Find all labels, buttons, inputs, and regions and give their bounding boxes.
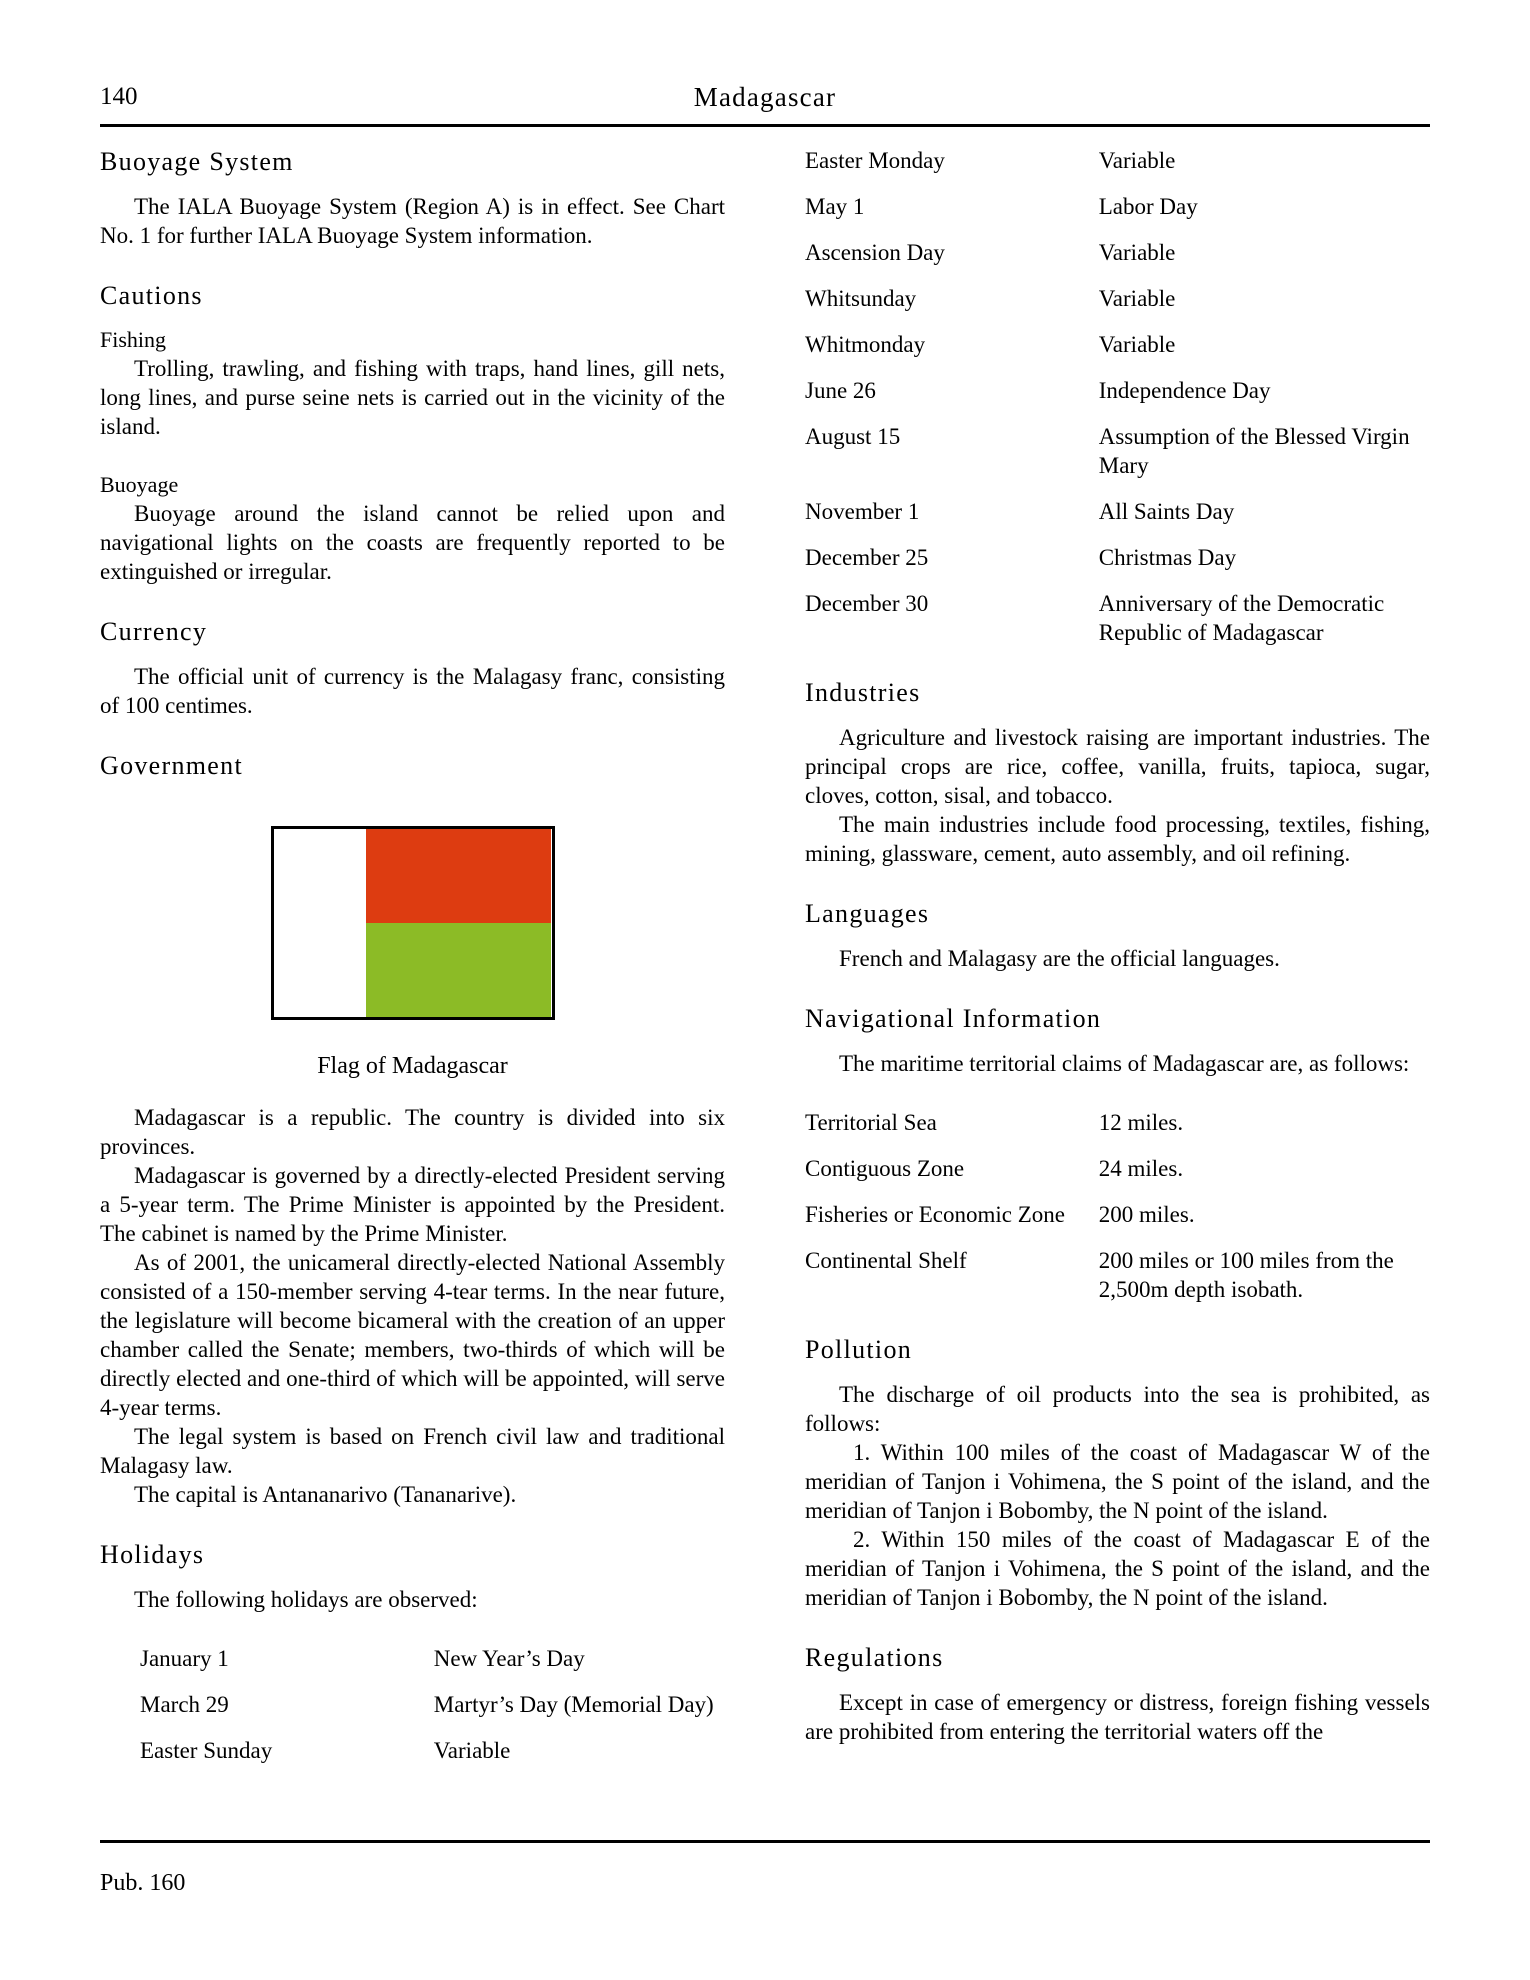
table-row bbox=[805, 543, 1430, 589]
holiday-name: Variable bbox=[1098, 286, 1176, 311]
spacer bbox=[805, 1078, 1430, 1108]
spacer bbox=[100, 1614, 725, 1644]
paragraph-pollution-item-2: 2. Within 150 miles of the coast of Madagascar E of the meridian of Tanjon i Vohimena, the S point of the island, and the meridian of Tanjon i Bobomby, the N point of the island. bbox=[805, 1527, 1430, 1610]
spacer bbox=[100, 441, 725, 471]
holiday-date: Easter Monday bbox=[805, 148, 945, 173]
section-heading-industries: Industries bbox=[805, 678, 921, 707]
holiday-date: August 15 bbox=[805, 424, 901, 449]
paragraph-languages: French and Malagasy are the official languages. bbox=[839, 946, 1280, 971]
subheading-fishing: Fishing bbox=[100, 327, 167, 352]
holiday-name: Variable bbox=[1098, 240, 1176, 265]
publication-number: Pub. 160 bbox=[100, 1870, 186, 1896]
holiday-name: Variable bbox=[1098, 332, 1176, 357]
holiday-name: Independence Day bbox=[1098, 378, 1271, 403]
running-head bbox=[100, 82, 1430, 116]
flag-band-green bbox=[366, 923, 551, 1017]
paragraph-pollution-intro: The discharge of oil products into the sea is prohibited, as follows: bbox=[805, 1382, 1430, 1436]
section-heading-pollution: Pollution bbox=[805, 1335, 913, 1364]
claim-value: 12 miles. bbox=[1098, 1110, 1184, 1135]
territorial-claims-table bbox=[805, 1108, 1430, 1304]
section-heading-holidays: Holidays bbox=[100, 1540, 205, 1569]
holiday-name: New Year’s Day bbox=[433, 1646, 585, 1671]
table-row bbox=[140, 1690, 765, 1736]
claim-value: 24 miles. bbox=[1098, 1156, 1184, 1181]
paragraph-fishing: Trolling, trawling, and fishing with traps, hand lines, gill nets, long lines, and purse seine nets is carried out in the vicinity of the island. bbox=[100, 356, 725, 439]
spacer bbox=[100, 1081, 725, 1103]
paragraph-buoyage: Buoyage around the island cannot be relied upon and navigational lights on the coasts are frequently reported to be extinguished or irregular. bbox=[100, 501, 725, 584]
table-row bbox=[805, 589, 1430, 647]
holiday-date: Whitmonday bbox=[805, 332, 926, 357]
right-column bbox=[805, 146, 1430, 1746]
paragraph-currency: The official unit of currency is the Malagasy franc, consisting of 100 centimes. bbox=[100, 664, 725, 718]
holiday-name: Christmas Day bbox=[1098, 545, 1237, 570]
holiday-date: March 29 bbox=[140, 1692, 229, 1717]
table-row bbox=[805, 192, 1430, 238]
claim-value: 200 miles. bbox=[1098, 1202, 1195, 1227]
page-number: 140 bbox=[100, 83, 138, 110]
holiday-name: Variable bbox=[1098, 148, 1176, 173]
flag-band-red bbox=[366, 829, 551, 923]
table-row bbox=[805, 376, 1430, 422]
holiday-name: Variable bbox=[433, 1738, 511, 1763]
table-row bbox=[805, 330, 1430, 376]
page-title: Madagascar bbox=[693, 82, 837, 112]
paragraph-navigational-intro: The maritime territorial claims of Madagascar are, as follows: bbox=[839, 1051, 1410, 1076]
claim-type: Territorial Sea bbox=[805, 1110, 937, 1135]
figure-flag-of-madagascar bbox=[100, 826, 725, 1081]
paragraph-holidays-intro: The following holidays are observed: bbox=[134, 1587, 478, 1612]
paragraph-buoyage-system: The IALA Buoyage System (Region A) is in effect. See Chart No. 1 for further IALA Buoyage System information. bbox=[100, 194, 725, 248]
holiday-date: June 26 bbox=[805, 378, 876, 403]
section-heading-languages: Languages bbox=[805, 899, 930, 928]
table-row bbox=[805, 497, 1430, 543]
table-row bbox=[805, 422, 1430, 497]
holiday-date: Whitsunday bbox=[805, 286, 917, 311]
section-heading-currency: Currency bbox=[100, 617, 208, 646]
subheading-buoyage: Buoyage bbox=[100, 472, 179, 497]
table-row bbox=[805, 146, 1430, 192]
holiday-date: November 1 bbox=[805, 499, 920, 524]
section-heading-cautions: Cautions bbox=[100, 281, 203, 310]
holiday-date: Easter Sunday bbox=[140, 1738, 273, 1763]
holiday-name: All Saints Day bbox=[1098, 499, 1235, 524]
table-row bbox=[805, 238, 1430, 284]
holiday-date: Ascension Day bbox=[805, 240, 945, 265]
holiday-name: Anniversary of the Democratic Republic of Madagascar bbox=[1098, 591, 1385, 645]
section-heading-regulations: Regulations bbox=[805, 1643, 944, 1672]
paragraph-regulations: Except in case of emergency or distress, foreign fishing vessels are prohibited from entering the territorial waters off the bbox=[805, 1690, 1430, 1744]
holiday-name: Assumption of the Blessed Virgin Mary bbox=[1098, 424, 1410, 478]
paragraph-government-4: The legal system is based on French civil law and traditional Malagasy law. bbox=[100, 1424, 725, 1478]
figure-caption: Flag of Madagascar bbox=[317, 1053, 508, 1079]
section-heading-government: Government bbox=[100, 751, 243, 780]
claim-type: Fisheries or Economic Zone bbox=[805, 1202, 1065, 1227]
table-row bbox=[805, 284, 1430, 330]
paragraph-government-1: Madagascar is a republic. The country is divided into six provinces. bbox=[100, 1105, 725, 1159]
left-column bbox=[100, 146, 725, 1765]
flag-image bbox=[271, 826, 555, 1020]
table-row bbox=[805, 1154, 1430, 1200]
holidays-table bbox=[140, 1644, 765, 1765]
header-rule bbox=[100, 124, 1430, 127]
table-row bbox=[805, 1108, 1430, 1154]
claim-value: 200 miles or 100 miles from the 2,500m depth isobath. bbox=[1098, 1248, 1394, 1302]
table-row bbox=[140, 1736, 765, 1765]
paragraph-government-5: The capital is Antananarivo (Tananarive). bbox=[134, 1482, 517, 1507]
section-heading-buoyage-system: Buoyage System bbox=[100, 147, 294, 176]
page-columns bbox=[100, 146, 1430, 1826]
footer-rule bbox=[100, 1840, 1430, 1843]
holiday-date: December 25 bbox=[805, 545, 929, 570]
paragraph-government-2: Madagascar is governed by a directly-elected President serving a 5-year term. The Prime Minister is appointed by the President. The cabinet is named by the Prime Minister. bbox=[100, 1163, 725, 1246]
paragraph-government-3: As of 2001, the unicameral directly-elected National Assembly consisted of a 150-member serving 4-tear terms. In the near future, the legislature will become bicameral with the creation of an upper chamber called the Senate; members, two-thirds of which will be directly elected and one-third of which will be appointed, will serve 4-year terms. bbox=[100, 1250, 725, 1420]
section-heading-navigational-information: Navigational Information bbox=[805, 1004, 1102, 1033]
paragraph-industries-2: The main industries include food processing, textiles, fishing, mining, glassware, cement, auto assembly, and oil refining. bbox=[805, 812, 1430, 866]
holiday-date: December 30 bbox=[805, 591, 929, 616]
holiday-date: May 1 bbox=[805, 194, 865, 219]
holiday-name: Labor Day bbox=[1098, 194, 1198, 219]
holidays-table-continued bbox=[805, 146, 1430, 647]
paragraph-industries-1: Agriculture and livestock raising are important industries. The principal crops are rice, coffee, vanilla, fruits, tapioca, sugar, cloves, cotton, sisal, and tobacco. bbox=[805, 725, 1430, 808]
flag-band-white bbox=[274, 829, 367, 1017]
table-row bbox=[805, 1200, 1430, 1246]
holiday-date: January 1 bbox=[140, 1646, 229, 1671]
holiday-name: Martyr’s Day (Memorial Day) bbox=[433, 1692, 714, 1717]
claim-type: Contiguous Zone bbox=[805, 1156, 965, 1181]
paragraph-pollution-item-1: 1. Within 100 miles of the coast of Madagascar W of the meridian of Tanjon i Vohimena, the S point of the island, and the meridian of Tanjon i Bobomby, the N point of the island. bbox=[805, 1440, 1430, 1523]
table-row bbox=[805, 1246, 1430, 1304]
claim-type: Continental Shelf bbox=[805, 1248, 967, 1273]
table-row bbox=[140, 1644, 765, 1690]
